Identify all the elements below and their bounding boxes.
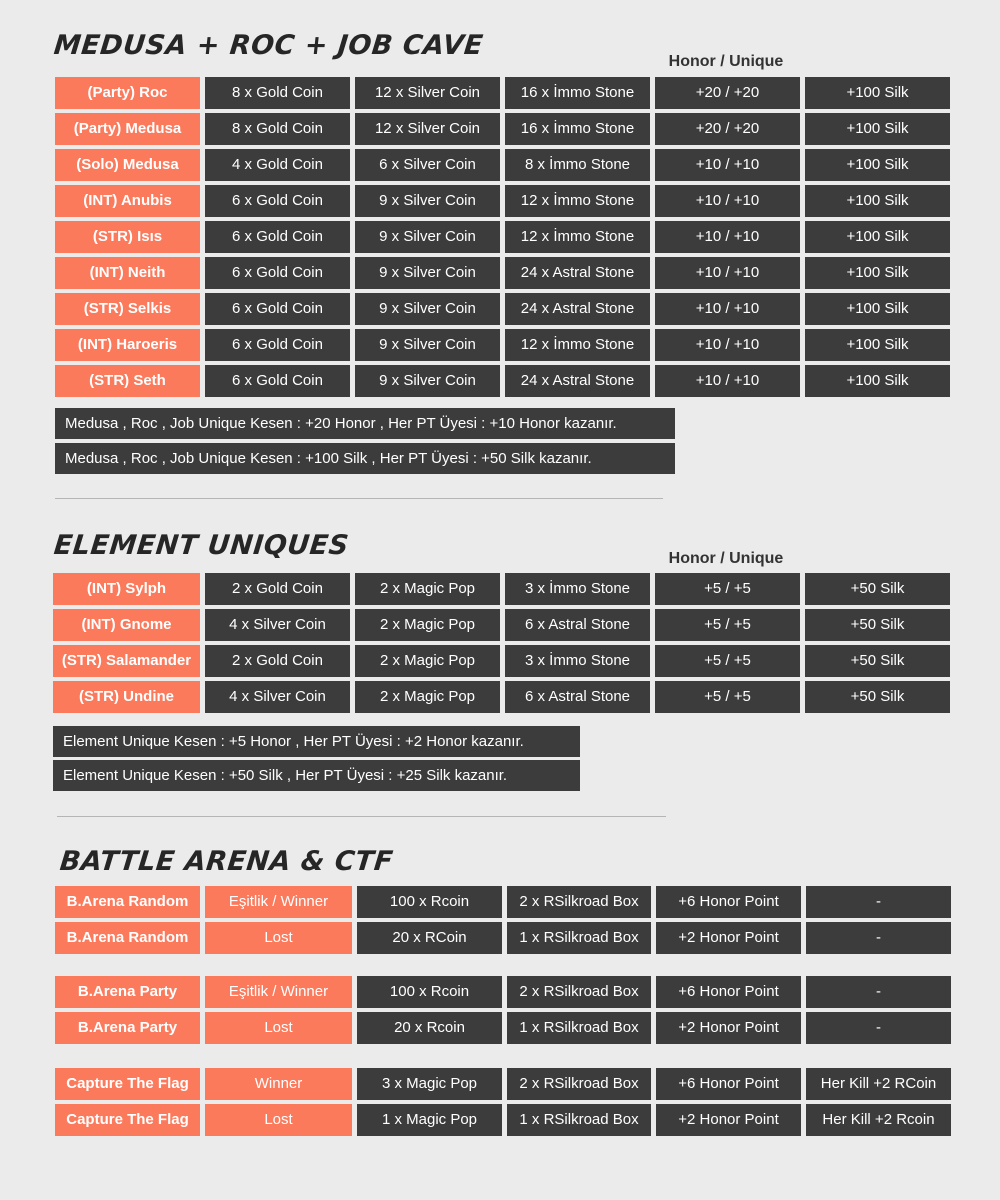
reward-cell: 16 x İmmo Stone [505, 77, 650, 109]
reward-cell: 12 x İmmo Stone [505, 329, 650, 361]
unique-name: (Party) Roc [55, 77, 200, 109]
honor-cell: +5 / +5 [655, 681, 800, 713]
reward-cell: 8 x Gold Coin [205, 113, 350, 145]
honor-cell: +6 Honor Point [656, 976, 801, 1008]
reward-cell: 24 x Astral Stone [505, 257, 650, 289]
unique-name: (INT) Sylph [53, 573, 200, 605]
result-cell: Lost [205, 922, 352, 954]
reward-cell: 2 x RSilkroad Box [507, 976, 651, 1008]
unique-name: (INT) Haroeris [55, 329, 200, 361]
unique-name: (STR) Undine [53, 681, 200, 713]
reward-cell: 9 x Silver Coin [355, 329, 500, 361]
reward-cell: 6 x Gold Coin [205, 329, 350, 361]
unique-name: (Solo) Medusa [55, 149, 200, 181]
result-cell: Lost [205, 1012, 352, 1044]
honor-cell: +6 Honor Point [656, 1068, 801, 1100]
event-name: B.Arena Random [55, 922, 200, 954]
extra-cell: - [806, 922, 951, 954]
reward-cell: 9 x Silver Coin [355, 293, 500, 325]
reward-cell: 3 x Magic Pop [357, 1068, 502, 1100]
unique-name: (INT) Neith [55, 257, 200, 289]
result-cell: Lost [205, 1104, 352, 1136]
reward-cell: 24 x Astral Stone [505, 293, 650, 325]
honor-cell: +20 / +20 [655, 113, 800, 145]
silk-cell: +50 Silk [805, 645, 950, 677]
honor-cell: +10 / +10 [655, 185, 800, 217]
reward-cell: 2 x Gold Coin [205, 645, 350, 677]
silk-cell: +100 Silk [805, 329, 950, 361]
honor-cell: +10 / +10 [655, 221, 800, 253]
reward-cell: 2 x RSilkroad Box [507, 886, 651, 918]
honor-cell: +10 / +10 [655, 329, 800, 361]
silk-cell: +100 Silk [805, 365, 950, 397]
reward-cell: 16 x İmmo Stone [505, 113, 650, 145]
honor-note: Medusa , Roc , Job Unique Kesen : +20 Honor , Her PT Üyesi : +10 Honor kazanır. [55, 408, 675, 439]
reward-cell: 2 x Magic Pop [355, 573, 500, 605]
reward-cell: 2 x Magic Pop [355, 609, 500, 641]
silk-note: Medusa , Roc , Job Unique Kesen : +100 Silk , Her PT Üyesi : +50 Silk kazanır. [55, 443, 675, 474]
silk-cell: +100 Silk [805, 185, 950, 217]
unique-name: (STR) Seth [55, 365, 200, 397]
event-name: Capture The Flag [55, 1104, 200, 1136]
reward-cell: 4 x Gold Coin [205, 149, 350, 181]
unique-name: (INT) Gnome [53, 609, 200, 641]
unique-name: (STR) Selkis [55, 293, 200, 325]
honor-cell: +10 / +10 [655, 257, 800, 289]
reward-cell: 6 x Silver Coin [355, 149, 500, 181]
honor-cell: +20 / +20 [655, 77, 800, 109]
section-divider [55, 498, 663, 499]
reward-cell: 6 x Gold Coin [205, 221, 350, 253]
reward-cell: 4 x Silver Coin [205, 681, 350, 713]
reward-cell: 20 x RCoin [357, 922, 502, 954]
honor-cell: +5 / +5 [655, 645, 800, 677]
reward-cell: 1 x RSilkroad Box [507, 1012, 651, 1044]
reward-cell: 1 x Magic Pop [357, 1104, 502, 1136]
reward-cell: 8 x Gold Coin [205, 77, 350, 109]
reward-cell: 100 x Rcoin [357, 976, 502, 1008]
reward-cell: 1 x RSilkroad Box [507, 922, 651, 954]
event-name: B.Arena Party [55, 976, 200, 1008]
silk-cell: +100 Silk [805, 149, 950, 181]
reward-cell: 9 x Silver Coin [355, 365, 500, 397]
reward-cell: 3 x İmmo Stone [505, 573, 650, 605]
honor-unique-header: Honor / Unique [668, 550, 784, 567]
unique-name: (STR) Salamander [53, 645, 200, 677]
honor-note: Element Unique Kesen : +5 Honor , Her PT Üyesi : +2 Honor kazanır. [53, 726, 580, 757]
reward-cell: 6 x Gold Coin [205, 185, 350, 217]
honor-cell: +6 Honor Point [656, 886, 801, 918]
reward-cell: 6 x Gold Coin [205, 293, 350, 325]
honor-cell: +2 Honor Point [656, 1012, 801, 1044]
silk-cell: +50 Silk [805, 681, 950, 713]
extra-cell: - [806, 1012, 951, 1044]
reward-cell: 2 x RSilkroad Box [507, 1068, 651, 1100]
honor-cell: +2 Honor Point [656, 1104, 801, 1136]
honor-unique-header: Honor / Unique [668, 53, 784, 70]
result-cell: Winner [205, 1068, 352, 1100]
silk-cell: +100 Silk [805, 221, 950, 253]
reward-cell: 100 x Rcoin [357, 886, 502, 918]
reward-cell: 2 x Magic Pop [355, 645, 500, 677]
reward-cell: 6 x Astral Stone [505, 681, 650, 713]
reward-cell: 9 x Silver Coin [355, 185, 500, 217]
section-title-battle: BATTLE ARENA & CTF [58, 846, 395, 877]
reward-cell: 4 x Silver Coin [205, 609, 350, 641]
reward-cell: 8 x İmmo Stone [505, 149, 650, 181]
reward-cell: 6 x Gold Coin [205, 257, 350, 289]
honor-cell: +10 / +10 [655, 365, 800, 397]
honor-cell: +5 / +5 [655, 609, 800, 641]
reward-cell: 9 x Silver Coin [355, 257, 500, 289]
unique-name: (STR) Isıs [55, 221, 200, 253]
section-title-element: ELEMENT UNIQUES [52, 530, 351, 561]
event-name: Capture The Flag [55, 1068, 200, 1100]
reward-cell: 2 x Gold Coin [205, 573, 350, 605]
reward-cell: 1 x RSilkroad Box [507, 1104, 651, 1136]
honor-cell: +2 Honor Point [656, 922, 801, 954]
extra-cell: - [806, 886, 951, 918]
event-name: B.Arena Party [55, 1012, 200, 1044]
silk-cell: +50 Silk [805, 573, 950, 605]
silk-cell: +50 Silk [805, 609, 950, 641]
honor-cell: +10 / +10 [655, 293, 800, 325]
reward-cell: 12 x Silver Coin [355, 113, 500, 145]
reward-cell: 24 x Astral Stone [505, 365, 650, 397]
result-cell: Eşitlik / Winner [205, 886, 352, 918]
reward-cell: 12 x İmmo Stone [505, 185, 650, 217]
silk-cell: +100 Silk [805, 293, 950, 325]
silk-cell: +100 Silk [805, 77, 950, 109]
section-divider [57, 816, 666, 817]
reward-cell: 2 x Magic Pop [355, 681, 500, 713]
extra-cell: - [806, 976, 951, 1008]
unique-name: (INT) Anubis [55, 185, 200, 217]
reward-cell: 3 x İmmo Stone [505, 645, 650, 677]
honor-cell: +10 / +10 [655, 149, 800, 181]
honor-cell: +5 / +5 [655, 573, 800, 605]
extra-cell: Her Kill +2 Rcoin [806, 1104, 951, 1136]
reward-cell: 12 x Silver Coin [355, 77, 500, 109]
silk-cell: +100 Silk [805, 113, 950, 145]
extra-cell: Her Kill +2 RCoin [806, 1068, 951, 1100]
event-name: B.Arena Random [55, 886, 200, 918]
silk-note: Element Unique Kesen : +50 Silk , Her PT Üyesi : +25 Silk kazanır. [53, 760, 580, 791]
section-title-medusa: MEDUSA + ROC + JOB CAVE [52, 30, 485, 61]
reward-cell: 12 x İmmo Stone [505, 221, 650, 253]
reward-cell: 6 x Gold Coin [205, 365, 350, 397]
result-cell: Eşitlik / Winner [205, 976, 352, 1008]
silk-cell: +100 Silk [805, 257, 950, 289]
reward-cell: 9 x Silver Coin [355, 221, 500, 253]
unique-name: (Party) Medusa [55, 113, 200, 145]
reward-cell: 6 x Astral Stone [505, 609, 650, 641]
reward-cell: 20 x Rcoin [357, 1012, 502, 1044]
